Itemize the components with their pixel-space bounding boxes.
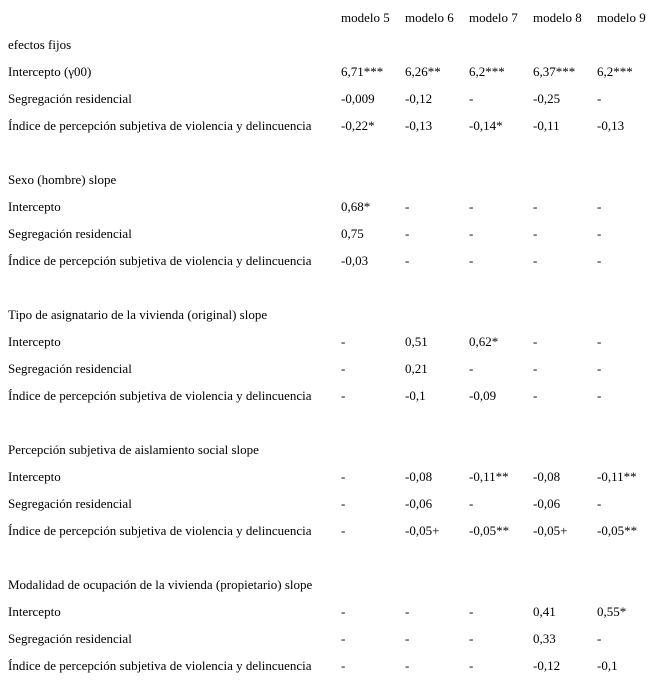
spacer-row <box>0 274 657 301</box>
value-cell-modelo-6: 0,21 <box>405 360 428 376</box>
value-cell-modelo-8: -0,05+ <box>533 522 568 538</box>
row-label: Índice de percepción subjetiva de violencia y delincuencia <box>8 387 312 403</box>
spacer-cell <box>0 409 657 436</box>
header-modelo-9: modelo 9 <box>597 9 646 25</box>
header-modelo-8: modelo 8 <box>533 9 582 25</box>
row-label: Índice de percepción subjetiva de violencia y delincuencia <box>8 117 312 133</box>
row-label: Índice de percepción subjetiva de violencia y delincuencia <box>8 252 312 268</box>
spacer-cell <box>0 274 657 301</box>
value-cell-modelo-9: -0,11** <box>597 468 637 484</box>
value-cell-modelo-9: - <box>597 360 602 376</box>
value-cell-modelo-9: - <box>597 630 602 646</box>
value-cell-modelo-8: 6,37*** <box>533 63 576 79</box>
value-cell-modelo-5: -0,22* <box>341 117 375 133</box>
value-cell-modelo-5: 6,71*** <box>341 63 384 79</box>
spacer-cell <box>0 139 657 166</box>
value-cell-modelo-8: - <box>533 387 538 403</box>
row-label: Índice de percepción subjetiva de violencia y delincuencia <box>8 657 312 673</box>
value-cell-modelo-5: - <box>341 360 346 376</box>
section-row <box>0 571 657 598</box>
row-label: Segregación residencial <box>8 630 132 646</box>
value-cell-modelo-6: - <box>405 630 410 646</box>
value-cell-modelo-9: 6,2*** <box>597 63 633 79</box>
table-row <box>0 463 657 490</box>
value-cell-modelo-7: - <box>469 495 474 511</box>
header-modelo-7: modelo 7 <box>469 9 518 25</box>
value-cell-modelo-9: - <box>597 387 602 403</box>
value-cell-modelo-6: 6,26** <box>405 63 441 79</box>
spacer-row <box>0 544 657 571</box>
value-cell-modelo-6: 0,51 <box>405 333 428 349</box>
value-cell-modelo-7: - <box>469 603 474 619</box>
row-label: Intercepto <box>8 198 61 214</box>
regression-table <box>0 4 657 679</box>
row-label: Intercepto (γ00) <box>8 63 92 79</box>
table-row <box>0 598 657 625</box>
table-row <box>0 355 657 382</box>
value-cell-modelo-6: - <box>405 252 410 268</box>
value-cell-modelo-7: - <box>469 225 474 241</box>
table-row <box>0 490 657 517</box>
section-row <box>0 436 657 463</box>
value-cell-modelo-6: -0,05+ <box>405 522 440 538</box>
value-cell-modelo-6: -0,06 <box>405 495 433 511</box>
value-cell-modelo-5: - <box>341 468 346 484</box>
table-row <box>0 220 657 247</box>
table-row <box>0 652 657 679</box>
value-cell-modelo-9: - <box>597 90 602 106</box>
value-cell-modelo-6: -0,08 <box>405 468 433 484</box>
spacer-row <box>0 409 657 436</box>
header-label-cell <box>0 4 341 31</box>
value-cell-modelo-7: - <box>469 198 474 214</box>
regression-table-body <box>0 4 657 679</box>
row-label: Segregación residencial <box>8 225 132 241</box>
spacer-row <box>0 139 657 166</box>
value-cell-modelo-8: -0,08 <box>533 468 561 484</box>
header-modelo-6: modelo 6 <box>405 9 454 25</box>
value-cell-modelo-8: -0,06 <box>533 495 561 511</box>
value-cell-modelo-7: - <box>469 657 474 673</box>
value-cell-modelo-5: - <box>341 387 346 403</box>
value-cell-modelo-9: -0,13 <box>597 117 625 133</box>
value-cell-modelo-8: - <box>533 198 538 214</box>
row-label: Intercepto <box>8 333 61 349</box>
table-row <box>0 85 657 112</box>
value-cell-modelo-6: -0,12 <box>405 90 433 106</box>
value-cell-modelo-7: - <box>469 252 474 268</box>
value-cell-modelo-7: - <box>469 630 474 646</box>
value-cell-modelo-5: - <box>341 333 346 349</box>
value-cell-modelo-9: 0,55* <box>597 603 627 619</box>
value-cell-modelo-7: 6,2*** <box>469 63 505 79</box>
value-cell-modelo-7: - <box>469 90 474 106</box>
value-cell-modelo-9: - <box>597 225 602 241</box>
value-cell-modelo-8: -0,11 <box>533 117 560 133</box>
value-cell-modelo-9: -0,05** <box>597 522 638 538</box>
value-cell-modelo-6: - <box>405 225 410 241</box>
table-row <box>0 517 657 544</box>
table-row <box>0 247 657 274</box>
table-row <box>0 58 657 85</box>
section-row <box>0 31 657 58</box>
value-cell-modelo-5: - <box>341 603 346 619</box>
row-label: Índice de percepción subjetiva de violencia y delincuencia <box>8 522 312 538</box>
table-row <box>0 328 657 355</box>
value-cell-modelo-7: -0,14* <box>469 117 503 133</box>
section-label: Tipo de asignatario de la vivienda (original) slope <box>8 306 268 322</box>
section-label: Percepción subjetiva de aislamiento social slope <box>8 441 259 457</box>
value-cell-modelo-8: -0,12 <box>533 657 561 673</box>
value-cell-modelo-5: - <box>341 522 346 538</box>
section-label: efectos fijos <box>8 36 72 52</box>
header-modelo-5: modelo 5 <box>341 9 390 25</box>
value-cell-modelo-8: - <box>533 225 538 241</box>
row-label: Segregación residencial <box>8 360 132 376</box>
value-cell-modelo-7: -0,11** <box>469 468 509 484</box>
table-row <box>0 193 657 220</box>
value-cell-modelo-9: - <box>597 252 602 268</box>
value-cell-modelo-8: - <box>533 252 538 268</box>
section-row <box>0 301 657 328</box>
table-row <box>0 112 657 139</box>
section-row <box>0 166 657 193</box>
value-cell-modelo-7: 0,62* <box>469 333 499 349</box>
row-label: Segregación residencial <box>8 495 132 511</box>
value-cell-modelo-8: - <box>533 333 538 349</box>
value-cell-modelo-6: - <box>405 198 410 214</box>
header-row <box>0 4 657 31</box>
value-cell-modelo-5: - <box>341 657 346 673</box>
value-cell-modelo-5: - <box>341 630 346 646</box>
value-cell-modelo-5: -0,009 <box>341 90 375 106</box>
value-cell-modelo-7: - <box>469 360 474 376</box>
value-cell-modelo-7: -0,05** <box>469 522 510 538</box>
value-cell-modelo-5: -0,03 <box>341 252 369 268</box>
section-label: Modalidad de ocupación de la vivienda (propietario) slope <box>8 576 313 592</box>
value-cell-modelo-5: 0,68* <box>341 198 371 214</box>
value-cell-modelo-9: - <box>597 495 602 511</box>
row-label: Intercepto <box>8 603 61 619</box>
table-row <box>0 625 657 652</box>
value-cell-modelo-5: - <box>341 495 346 511</box>
value-cell-modelo-9: - <box>597 333 602 349</box>
value-cell-modelo-9: - <box>597 198 602 214</box>
value-cell-modelo-9: -0,1 <box>597 657 618 673</box>
value-cell-modelo-5: 0,75 <box>341 225 364 241</box>
value-cell-modelo-8: - <box>533 360 538 376</box>
value-cell-modelo-8: 0,41 <box>533 603 556 619</box>
value-cell-modelo-6: - <box>405 603 410 619</box>
value-cell-modelo-8: 0,33 <box>533 630 556 646</box>
value-cell-modelo-6: -0,1 <box>405 387 426 403</box>
spacer-cell <box>0 544 657 571</box>
row-label: Segregación residencial <box>8 90 132 106</box>
value-cell-modelo-8: -0,25 <box>533 90 561 106</box>
row-label: Intercepto <box>8 468 61 484</box>
section-label: Sexo (hombre) slope <box>8 171 117 187</box>
table-row <box>0 382 657 409</box>
value-cell-modelo-7: -0,09 <box>469 387 497 403</box>
value-cell-modelo-6: -0,13 <box>405 117 433 133</box>
value-cell-modelo-6: - <box>405 657 410 673</box>
